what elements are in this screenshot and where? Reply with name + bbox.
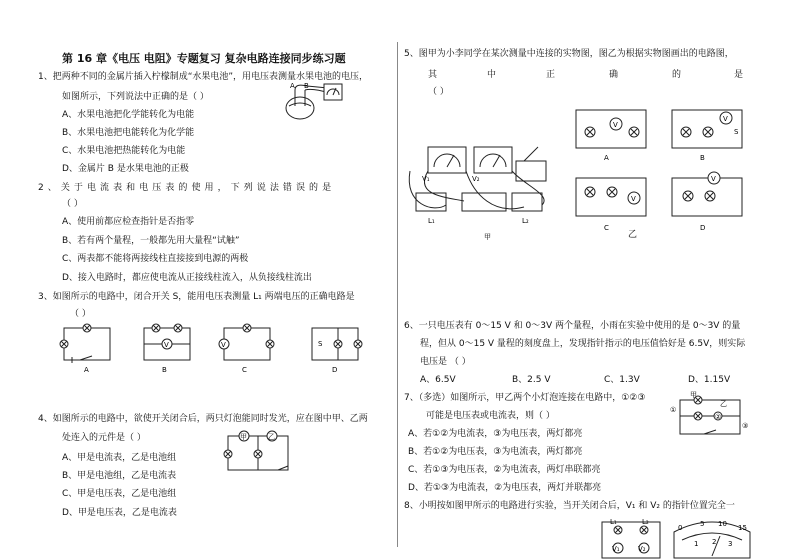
q5-circuit-c: [574, 172, 654, 236]
q7-label-jia: 甲: [690, 391, 697, 399]
q5-a-meter: V: [613, 121, 618, 129]
q6-option-a: A、6.5V: [420, 375, 456, 385]
q5-stem-word-1: 其: [428, 70, 438, 80]
q4-option-c: C、甲是电压表，乙是电池组: [62, 489, 177, 499]
q1-option-d: D、金属片 B 是水果电池的正极: [62, 164, 189, 174]
q5-circuit-b: [670, 104, 750, 168]
q4-option-a: A、甲是电流表，乙是电池组: [62, 453, 177, 463]
q7-option-b: B、若①②为电压表，③为电流表，两灯都亮: [408, 447, 583, 457]
q6-stem: 6、一只电压表有 0～15 V 和 0～3V 两个量程，小雨在实验中使用的是 0～3V 的量: [404, 321, 741, 331]
q1-stem-2: 如图所示，下列说法中正确的是（ ）: [62, 92, 209, 102]
q7-option-d: D、若①③为电流表，②为电压表，两灯并联都亮: [408, 483, 602, 493]
q8-dial-2: 2: [712, 538, 717, 546]
q5-label-c: C: [604, 224, 609, 232]
q3-stem-2: （ ）: [70, 309, 91, 319]
q3-label-b: B: [162, 366, 167, 374]
q3-circuit-a: [62, 322, 114, 374]
q1-stem: 1、把两种不同的金属片插入柠檬制成“水果电池”，用电压表测量水果电池的电压，: [38, 72, 369, 82]
q8-stem: 8、小明按如图甲所示的电路进行实验，当开关闭合后，V₁ 和 V₂ 的指针位置完全一: [404, 501, 735, 511]
q3-stem: 3、如图所示的电路中，闭合开关 S，能用电压表测量 L₁ 两端电压的正确电路是: [38, 292, 355, 302]
q5-label-d: D: [700, 224, 706, 232]
q4-circuit: [224, 430, 294, 476]
q1-option-a: A、水果电池把化学能转化为电能: [62, 110, 195, 120]
q8-label-l2: L₂: [642, 518, 649, 526]
q4-stem: 4、如图所示的电路中，欲使开关闭合后，两只灯泡能同时发光，应在图中甲、乙两: [38, 414, 368, 424]
q8-label-v2: V₂: [638, 545, 646, 553]
q5-physical-diagram: [404, 135, 569, 243]
q2-stem: 2 、 关 于 电 流 表 和 电 压 表 的 使 用 ， 下 列 说 法 错 误 的 是: [38, 183, 332, 193]
q2-option-c: C、两表都不能将两接线柱直接接到电源的两极: [62, 254, 249, 264]
q3-switch-d: S: [318, 340, 323, 348]
q6-option-c: C、1.3V: [604, 375, 640, 385]
q4-option-b: B、甲是电池组，乙是电流表: [62, 471, 177, 481]
q2-stem-2: （ ）: [62, 199, 83, 209]
page-title: 第 16 章《电压 电阻》专题复习 复杂电路连接同步练习题: [62, 52, 346, 65]
q8-dial-0: 0: [678, 524, 683, 532]
fig-label-a: A: [290, 82, 295, 90]
q5-label-b: B: [700, 154, 705, 162]
q7-option-c: C、若①③为电压表，②为电流表，两灯串联都亮: [408, 465, 601, 475]
q8-circuit: [598, 516, 668, 560]
q5-b-meter: V: [723, 115, 728, 123]
q5-stem: 5、图甲为小李同学在某次测量中连接的实物图，图乙为根据实物图画出的电路图，: [404, 49, 734, 59]
q5-stem-word-2: 中: [487, 70, 497, 80]
q5-label-l1: L₁: [428, 217, 435, 225]
q8-label-v1: V₁: [612, 545, 620, 553]
q4-label-yi: 乙: [268, 433, 275, 441]
q5-label-l2: L₂: [522, 217, 529, 225]
q6-option-d: D、1.15V: [688, 375, 731, 385]
q5-label-yi: 乙: [628, 230, 638, 240]
q8-dial-15: 15: [738, 524, 747, 532]
q5-label-a: A: [604, 154, 609, 162]
q5-label-jia: 甲: [484, 233, 491, 241]
q1-option-b: B、水果电池把电能转化为化学能: [62, 128, 195, 138]
q8-dial-5: 5: [700, 520, 705, 528]
q5-stem-word-6: 是: [734, 70, 744, 80]
q1-option-c: C、水果电池把热能转化为电能: [62, 146, 186, 156]
q3-meter-c: V: [221, 341, 226, 349]
q7-label-3: ③: [742, 422, 749, 430]
q3-circuit-c: [222, 322, 274, 374]
q8-dial-3: 3: [728, 540, 733, 548]
q6-option-b: B、2.5 V: [512, 375, 551, 385]
q8-label-l1: L₁: [610, 518, 617, 526]
q7-label-yi: 乙: [720, 400, 727, 408]
fruit-battery-figure: [280, 80, 350, 126]
column-divider: [397, 42, 398, 547]
q4-option-d: D、甲是电压表，乙是电流表: [62, 508, 177, 518]
q7-label-1: ①: [670, 406, 677, 414]
q8-dial-1: 1: [694, 540, 699, 548]
q5-label-v2: V₂: [472, 175, 480, 183]
q7-label-2: ②: [715, 413, 722, 421]
q3-circuit-d: [310, 322, 362, 374]
q7-option-a: A、若①②为电流表，③为电压表，两灯都亮: [408, 429, 583, 439]
q8-voltmeter-dial: [670, 516, 754, 560]
q5-label-v1: V₁: [422, 175, 430, 183]
q5-stem-word-3: 正: [546, 70, 556, 80]
q3-label-c: C: [242, 366, 247, 374]
q5-stem-3: （ ）: [428, 87, 449, 97]
q3-meter-b: V: [164, 341, 169, 349]
q4-label-jia: 甲: [240, 433, 247, 441]
q7-stem: 7、（多选）如图所示，甲乙两个小灯泡连接在电路中，①②③: [404, 393, 646, 403]
q5-circuit-d: [670, 168, 750, 236]
q6-stem-2: 程，但从 0～15 V 量程的刻度盘上，发现指针指示的电压值恰好是 6.5V，则实际: [420, 339, 746, 349]
q8-dial-10: 10: [718, 520, 727, 528]
q7-circuit: [670, 391, 749, 440]
q5-circuit-a: [574, 104, 654, 168]
q5-stem-word-4: 确: [609, 70, 619, 80]
q5-b-switch: S: [734, 128, 739, 136]
q3-circuit-b: [142, 322, 194, 374]
q4-stem-2: 处连入的元件是（ ）: [62, 433, 146, 443]
q5-stem-word-5: 的: [672, 70, 682, 80]
q5-d-meter: V: [711, 175, 716, 183]
q7-stem-2: 可能是电压表或电流表，则（ ）: [426, 411, 555, 421]
q3-label-d: D: [332, 366, 338, 374]
q3-label-a: A: [84, 366, 89, 374]
q5-c-meter: V: [631, 195, 636, 203]
q2-option-a: A、使用前都应检查指针是否指零: [62, 217, 195, 227]
q2-option-b: B、若有两个量程，一般都先用大量程“试触”: [62, 236, 240, 246]
fig-label-b: B: [304, 82, 309, 90]
q6-stem-3: 电压是 （ ）: [420, 357, 471, 367]
q2-option-d: D、接入电路时，都应使电流从正接线柱流入，从负接线柱流出: [62, 273, 312, 283]
